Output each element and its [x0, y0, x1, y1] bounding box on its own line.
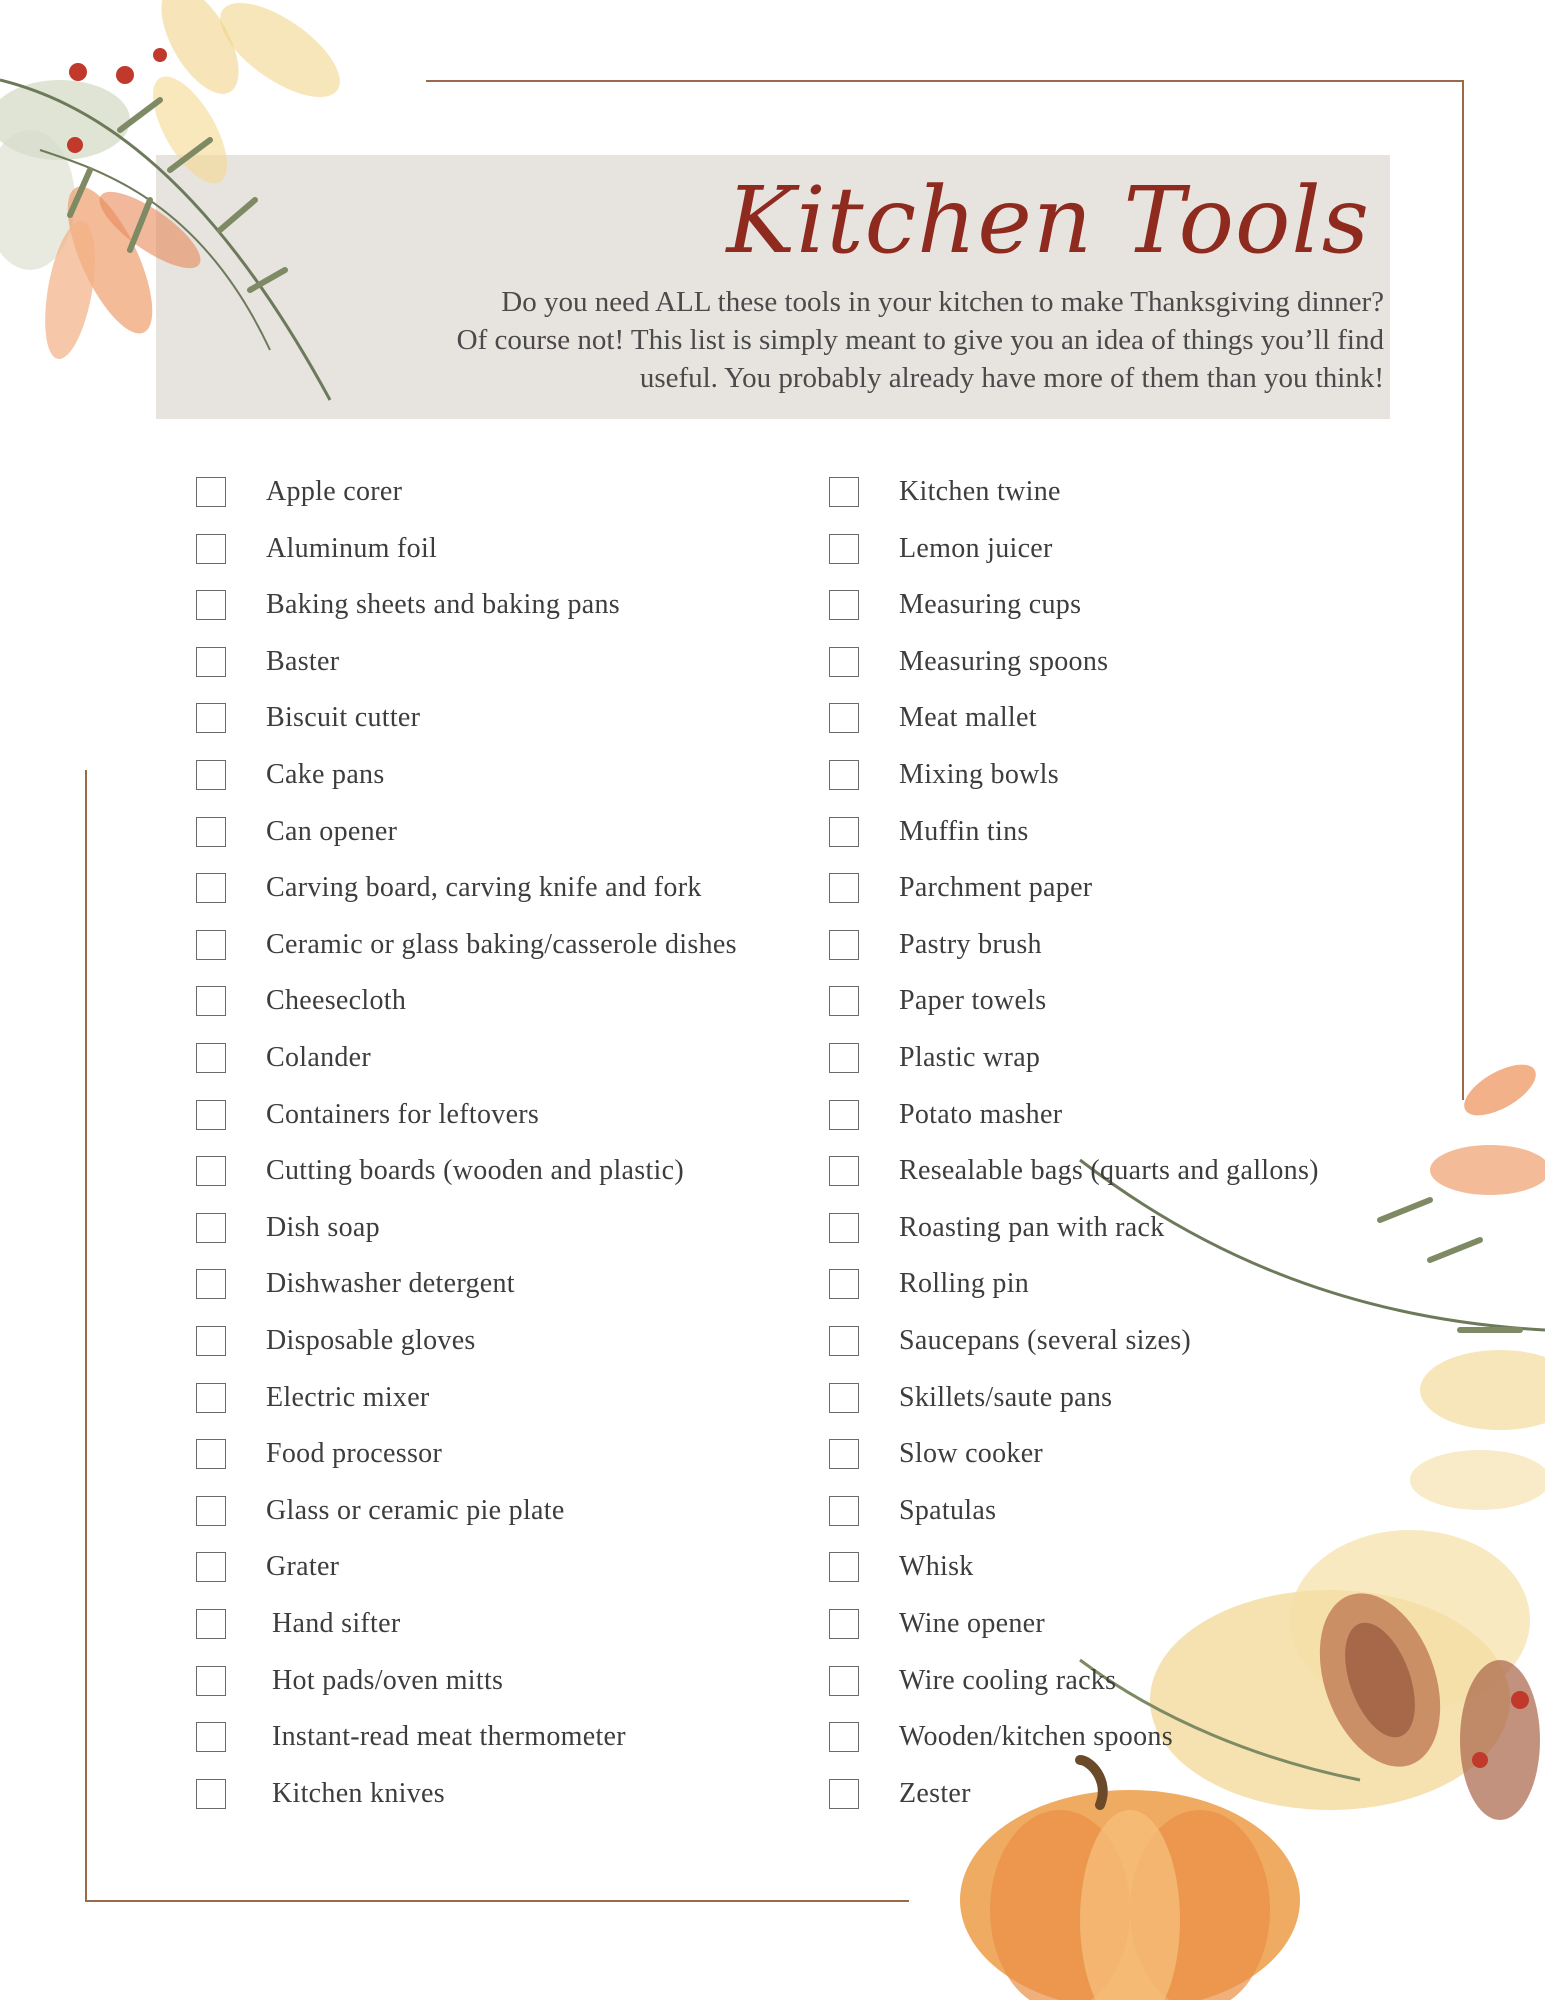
checkbox[interactable]	[829, 760, 859, 790]
checklist-item-label: Can opener	[266, 815, 398, 847]
foliage-top-left-illustration	[0, 0, 360, 430]
checkbox[interactable]	[196, 1609, 226, 1639]
checklist-item	[829, 981, 1046, 1021]
checkbox[interactable]	[829, 1439, 859, 1469]
checklist-item-label: Potato masher	[899, 1098, 1063, 1130]
intro-line: Do you need ALL these tools in your kitchen to make Thanksgiving dinner?	[501, 286, 1384, 318]
checklist-item-label: Measuring cups	[899, 589, 1082, 621]
checklist-item	[196, 925, 737, 965]
checklist-item	[829, 1264, 1029, 1304]
checklist-item	[829, 1547, 974, 1587]
frame-right-line	[1462, 80, 1464, 1100]
checklist-item	[196, 1661, 503, 1701]
checklist-item	[829, 1434, 1043, 1474]
checklist-item-label: Containers for leftovers	[266, 1098, 540, 1130]
checklist-item-label: Dish soap	[266, 1211, 380, 1243]
checklist-item-label: Lemon juicer	[899, 532, 1053, 564]
intro-line: useful. You probably already have more of them than you think!	[639, 362, 1384, 394]
checklist-item	[829, 1095, 1062, 1135]
checklist-item	[196, 585, 620, 625]
checkbox[interactable]	[829, 1666, 859, 1696]
checkbox[interactable]	[829, 1779, 859, 1809]
checklist-item-label: Electric mixer	[266, 1381, 430, 1413]
checklist-item-label: Rolling pin	[899, 1268, 1030, 1300]
checklist-item-label: Disposable gloves	[266, 1325, 476, 1356]
checklist-item-label: Wine opener	[899, 1608, 1045, 1639]
checklist-item-label: Slow cooker	[899, 1438, 1044, 1470]
checklist-item	[829, 1774, 971, 1814]
checklist-item	[829, 925, 1042, 965]
pumpkin-foliage-illustration	[960, 1060, 1545, 2000]
checkbox[interactable]	[196, 1496, 226, 1526]
checkbox[interactable]	[196, 1100, 226, 1130]
checkbox[interactable]	[829, 930, 859, 960]
checklist-item-label: Colander	[266, 1042, 372, 1073]
checklist-item	[196, 1321, 476, 1361]
checklist-item	[196, 472, 402, 512]
checklist-item	[196, 755, 385, 795]
checkbox[interactable]	[196, 1156, 226, 1186]
checklist-item	[829, 1378, 1112, 1418]
checkbox[interactable]	[196, 760, 226, 790]
checkbox[interactable]	[196, 477, 226, 507]
checklist-item-label: Mixing bowls	[899, 759, 1059, 790]
checklist-item-label: Roasting pan with rack	[899, 1211, 1165, 1243]
checklist-item-label: Wire cooling racks	[899, 1664, 1117, 1696]
checklist-item	[196, 1378, 430, 1418]
checklist-item-label: Food processor	[266, 1438, 443, 1470]
checklist-item	[829, 1208, 1165, 1248]
checklist-item	[196, 642, 339, 682]
checkbox[interactable]	[196, 986, 226, 1016]
checklist-item	[829, 755, 1059, 795]
checklist-item	[829, 698, 1037, 738]
checkbox[interactable]	[829, 986, 859, 1016]
frame-top-line	[426, 80, 1464, 82]
checkbox[interactable]	[196, 1326, 226, 1356]
checklist-item-label: Biscuit cutter	[266, 702, 421, 734]
checklist-item-label: Resealable bags (quarts and gallons)	[899, 1155, 1319, 1187]
checklist-item	[829, 472, 1061, 512]
checklist-item	[829, 642, 1108, 682]
checklist-item	[196, 1717, 626, 1757]
checkbox[interactable]	[196, 817, 226, 847]
checklist-item	[829, 1661, 1116, 1701]
checklist-item-label: Skillets/saute pans	[899, 1381, 1113, 1413]
checklist-item	[829, 1604, 1045, 1644]
checkbox[interactable]	[829, 1269, 859, 1299]
checklist-item-label: Zester	[899, 1777, 971, 1809]
checkbox[interactable]	[829, 1156, 859, 1186]
checklist-item-label: Parchment paper	[899, 872, 1093, 904]
checklist-item	[829, 1717, 1173, 1757]
checkbox[interactable]	[829, 703, 859, 733]
checklist-item-label: Saucepans (several sizes)	[899, 1325, 1192, 1356]
checklist-item-label: Meat mallet	[899, 702, 1037, 734]
checkbox[interactable]	[196, 1383, 226, 1413]
checkbox[interactable]	[196, 590, 226, 620]
page-title: Kitchen Tools	[726, 167, 1370, 274]
checkbox[interactable]	[829, 873, 859, 903]
checklist-item-label: Pastry brush	[899, 928, 1042, 960]
checklist-item	[196, 1434, 442, 1474]
checklist-item	[196, 1264, 515, 1304]
checkbox[interactable]	[829, 477, 859, 507]
checkbox[interactable]	[196, 1043, 226, 1073]
checklist-item-label: Kitchen knives	[272, 1777, 445, 1809]
checklist-item-label: Cheesecloth	[266, 985, 407, 1017]
checklist-item-label: Apple corer	[266, 476, 403, 507]
checklist-item	[196, 1208, 380, 1248]
checkbox[interactable]	[829, 647, 859, 677]
checklist-item	[196, 1151, 684, 1191]
checklist-item-label: Carving board, carving knife and fork	[266, 872, 702, 904]
checklist-item-label: Baking sheets and baking pans	[266, 589, 620, 621]
frame-bottom-line	[85, 1900, 909, 1902]
checklist-item	[196, 1604, 400, 1644]
checkbox[interactable]	[829, 1213, 859, 1243]
checkbox[interactable]	[829, 1043, 859, 1073]
checklist-item-label: Glass or ceramic pie plate	[266, 1494, 565, 1526]
checklist-item	[196, 981, 406, 1021]
checklist-item-label: Muffin tins	[899, 815, 1029, 847]
checkbox[interactable]	[829, 1326, 859, 1356]
checklist-item-label: Dishwasher detergent	[266, 1268, 515, 1300]
checklist-item	[829, 812, 1029, 852]
checkbox[interactable]	[829, 1609, 859, 1639]
checklist-item	[196, 1491, 565, 1531]
checklist-item	[829, 585, 1081, 625]
frame-left-line	[85, 770, 87, 1900]
checkbox[interactable]	[196, 534, 226, 564]
checkbox[interactable]	[829, 1383, 859, 1413]
checkbox[interactable]	[829, 590, 859, 620]
checklist-item	[196, 1547, 339, 1587]
checklist-item	[829, 1151, 1319, 1191]
checkbox[interactable]	[829, 1722, 859, 1752]
checklist-item	[829, 868, 1092, 908]
checkbox[interactable]	[196, 1439, 226, 1469]
intro-line: Of course not! This list is simply meant to give you an idea of things you’ll find	[456, 324, 1384, 356]
checklist-item-label: Wooden/kitchen spoons	[899, 1721, 1173, 1753]
checklist-item	[196, 1774, 445, 1814]
checkbox[interactable]	[196, 1722, 226, 1752]
checklist-item-label: Hot pads/oven mitts	[272, 1664, 504, 1696]
checkbox[interactable]	[196, 873, 226, 903]
checklist-item	[196, 1038, 371, 1078]
checkbox[interactable]	[196, 1666, 226, 1696]
checkbox[interactable]	[196, 647, 226, 677]
checklist-item-label: Measuring spoons	[899, 645, 1109, 677]
checklist-item	[196, 529, 437, 569]
checklist-item-label: Whisk	[899, 1551, 974, 1583]
checklist-item-label: Cutting boards (wooden and plastic)	[266, 1155, 684, 1187]
intro-text	[334, 283, 1384, 397]
checklist-item	[829, 1491, 996, 1531]
checklist-item-label: Paper towels	[899, 985, 1047, 1017]
checklist-item-label: Kitchen twine	[899, 476, 1061, 507]
checklist-item-label: Aluminum foil	[266, 532, 438, 564]
checklist-item	[829, 529, 1053, 569]
checkbox[interactable]	[196, 1779, 226, 1809]
checklist-item-label: Spatulas	[899, 1494, 997, 1526]
checkbox[interactable]	[196, 1552, 226, 1582]
checkbox[interactable]	[829, 1100, 859, 1130]
checklist-item	[829, 1038, 1040, 1078]
checklist-item	[196, 1095, 539, 1135]
checklist-item	[829, 1321, 1191, 1361]
checklist-item-label: Baster	[266, 645, 340, 677]
checklist-item	[196, 812, 397, 852]
checkbox[interactable]	[196, 1269, 226, 1299]
checkbox[interactable]	[196, 703, 226, 733]
checklist-item	[196, 868, 702, 908]
checkbox[interactable]	[196, 1213, 226, 1243]
checklist-item-label: Instant-read meat thermometer	[272, 1721, 626, 1753]
checklist-item-label: Ceramic or glass baking/casserole dishes	[266, 928, 737, 960]
checkbox[interactable]	[829, 817, 859, 847]
checklist-item-label: Grater	[266, 1551, 340, 1583]
checkbox[interactable]	[829, 534, 859, 564]
checkbox[interactable]	[829, 1552, 859, 1582]
checkbox[interactable]	[829, 1496, 859, 1526]
checklist-item-label: Cake pans	[266, 759, 385, 790]
checkbox[interactable]	[196, 930, 226, 960]
checklist-item-label: Plastic wrap	[899, 1042, 1041, 1073]
checklist-item-label: Hand sifter	[272, 1608, 401, 1639]
checklist-item	[196, 698, 420, 738]
